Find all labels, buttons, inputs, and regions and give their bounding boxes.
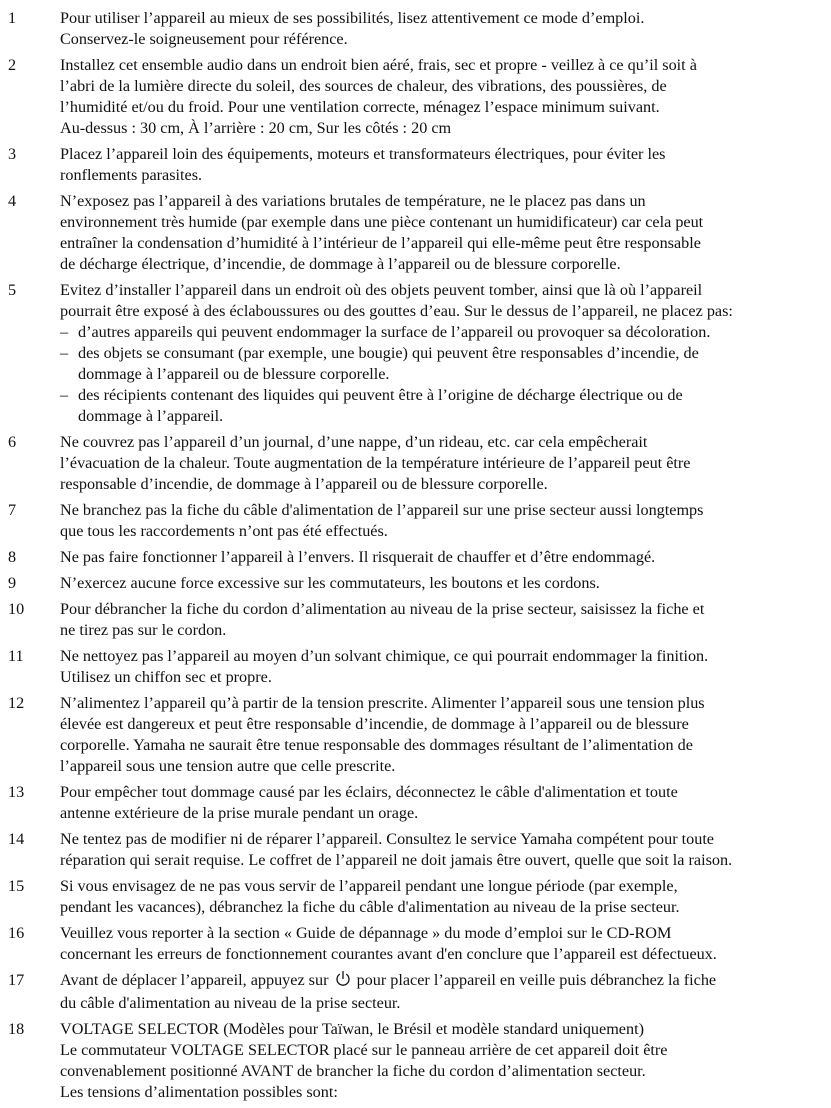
item-text-line: pourrait être exposé à des éclaboussures ou des gouttes d’eau. Sur le dessus de l’appareil, ne placez pas: bbox=[60, 302, 733, 320]
list-item-15 bbox=[8, 876, 823, 918]
item-text-line: VOLTAGE SELECTOR (Modèles pour Taïwan, le Brésil et modèle standard uniquement) bbox=[60, 1020, 644, 1038]
list-item-2 bbox=[8, 55, 823, 139]
item-text-line: entraîner la condensation d’humidité à l’intérieur de l’appareil qui elle-même peut être responsable bbox=[60, 234, 701, 252]
power-standby-icon bbox=[335, 970, 351, 993]
item-number: 15 bbox=[8, 877, 25, 895]
dash-mark: – bbox=[60, 323, 69, 341]
list-item-13 bbox=[8, 782, 823, 824]
item-text-line: réparation qui serait requise. Le coffret de l’appareil ne doit jamais être ouvert, quelle que soit la raison. bbox=[60, 851, 733, 869]
sub-item bbox=[60, 385, 823, 427]
item-text-line: Pour empêcher tout dommage causé par les éclairs, déconnectez le câble d'alimentation et toute bbox=[60, 783, 678, 801]
item-text-line: responsable d’incendie, de dommage à l’appareil ou de blessure corporelle. bbox=[60, 475, 548, 493]
list-item-14 bbox=[8, 829, 823, 871]
item-number: 1 bbox=[8, 9, 17, 27]
sub-item-text-line: d’autres appareils qui peuvent endommager la surface de l’appareil ou provoquer sa décoloration. bbox=[78, 323, 711, 341]
list-item-12 bbox=[8, 693, 823, 777]
item-text-line: Conservez-le soigneusement pour référence. bbox=[60, 30, 348, 48]
item-text-line: environnement très humide (par exemple dans une pièce contenant un humidificateur) car cela peut bbox=[60, 213, 704, 231]
item-text-line: Les tensions d’alimentation possibles sont: bbox=[60, 1083, 338, 1101]
item-number: 5 bbox=[8, 281, 17, 299]
item-text-line: ne tirez pas sur le cordon. bbox=[60, 621, 227, 639]
item-text-line bbox=[60, 970, 823, 993]
item-text-line: Si vous envisagez de ne pas vous servir de l’appareil pendant une longue période (par exemple, bbox=[60, 877, 678, 895]
item-number: 16 bbox=[8, 924, 25, 942]
item-text-line: N’exercez aucune force excessive sur les commutateurs, les boutons et les cordons. bbox=[60, 574, 600, 592]
item-text-line: que tous les raccordements n’ont pas été effectués. bbox=[60, 522, 388, 540]
item-text-line: Ne tentez pas de modifier ni de réparer l’appareil. Consultez le service Yamaha compétent pour toute bbox=[60, 830, 714, 848]
safety-instructions-list bbox=[8, 8, 823, 1103]
item-number: 3 bbox=[8, 145, 17, 163]
item-number: 8 bbox=[8, 548, 17, 566]
item-text-line: Utilisez un chiffon sec et propre. bbox=[60, 668, 272, 686]
list-item-3 bbox=[8, 144, 823, 186]
list-item-1 bbox=[8, 8, 823, 50]
item-text-line: corporelle. Yamaha ne saurait être tenue responsable des dommages résultant de l’alimentation de bbox=[60, 736, 693, 754]
item-text-line: l’évacuation de la chaleur. Toute augmentation de la température intérieure de l’appareil peut être bbox=[60, 454, 691, 472]
list-item-16 bbox=[8, 923, 823, 965]
item-number: 17 bbox=[8, 971, 25, 989]
list-item-18 bbox=[8, 1019, 823, 1103]
item-text-line: Au-dessus : 30 cm, À l’arrière : 20 cm, Sur les côtés : 20 cm bbox=[60, 119, 452, 137]
item-number: 12 bbox=[8, 694, 25, 712]
list-item-11 bbox=[8, 646, 823, 688]
dash-mark: – bbox=[60, 344, 69, 362]
item-text-line: Ne branchez pas la fiche du câble d'alimentation de l’appareil sur une prise secteur aussi longtemps bbox=[60, 501, 704, 519]
item-text-line: Pour utiliser l’appareil au mieux de ses possibilités, lisez attentivement ce mode d’emploi. bbox=[60, 9, 645, 27]
item-text-line: pendant les vacances), débranchez la fiche du câble d'alimentation au niveau de la prise secteur. bbox=[60, 898, 680, 916]
item-text-line: Pour débrancher la fiche du cordon d’alimentation au niveau de la prise secteur, saisissez la fiche et bbox=[60, 600, 705, 618]
item-text-line: l’humidité et/ou du froid. Pour une ventilation correcte, ménagez l’espace minimum suivant. bbox=[60, 98, 660, 116]
item-number: 4 bbox=[8, 192, 17, 210]
item-number: 9 bbox=[8, 574, 17, 592]
item-number: 2 bbox=[8, 56, 17, 74]
item-number: 13 bbox=[8, 783, 25, 801]
item-number: 18 bbox=[8, 1020, 25, 1038]
sub-item-text-line: dommage à l’appareil ou de blessure corporelle. bbox=[78, 365, 390, 383]
item-text-line: Ne pas faire fonctionner l’appareil à l’envers. Il risquerait de chauffer et d’être endommagé. bbox=[60, 548, 656, 566]
sub-item-text-line: des récipients contenant des liquides qui peuvent être à l’origine de décharge électrique ou de bbox=[78, 386, 683, 404]
item-text-line: Evitez d’installer l’appareil dans un endroit où des objets peuvent tomber, ainsi que là où l’appareil bbox=[60, 281, 703, 299]
list-item-7 bbox=[8, 500, 823, 542]
list-item-8 bbox=[8, 547, 823, 568]
item-text-after-icon: pour placer l’appareil en veille puis débranchez la fiche bbox=[356, 971, 717, 989]
dash-mark: – bbox=[60, 386, 69, 404]
sub-item-text-line: dommage à l’appareil. bbox=[78, 407, 224, 425]
item-text-line: l’abri de la lumière directe du soleil, des sources de chaleur, des vibrations, des poussières, de bbox=[60, 77, 667, 95]
sub-item-text-line: des objets se consumant (par exemple, une bougie) qui peuvent être responsables d’incendie, de bbox=[78, 344, 699, 362]
list-item-10 bbox=[8, 599, 823, 641]
list-item-17 bbox=[8, 970, 823, 1014]
list-item-5 bbox=[8, 280, 823, 427]
sub-item bbox=[60, 343, 823, 385]
item-text-line: Installez cet ensemble audio dans un endroit bien aéré, frais, sec et propre - veillez à ce qu’il soit à bbox=[60, 56, 697, 74]
item-number: 10 bbox=[8, 600, 25, 618]
item-text-line: convenablement positionné AVANT de brancher la fiche du cordon d’alimentation secteur. bbox=[60, 1062, 646, 1080]
item-text-line: l’appareil sous une tension autre que celle prescrite. bbox=[60, 757, 396, 775]
item-text-line: Le commutateur VOLTAGE SELECTOR placé sur le panneau arrière de cet appareil doit être bbox=[60, 1041, 668, 1059]
item-text-line: Ne couvrez pas l’appareil d’un journal, d’une nappe, d’un rideau, etc. car cela empêcherait bbox=[60, 433, 648, 451]
item-text-line: N’alimentez l’appareil qu’à partir de la tension prescrite. Alimenter l’appareil sous une tension plus bbox=[60, 694, 705, 712]
item-text-line: concernant les erreurs de fonctionnement courantes avant d'en conclure que l’appareil est défectueux. bbox=[60, 945, 717, 963]
item-text-line: ronflements parasites. bbox=[60, 166, 203, 184]
item-text-line: de décharge électrique, d’incendie, de dommage à l’appareil ou de blessure corporelle. bbox=[60, 255, 621, 273]
item-text-before-icon: Avant de déplacer l’appareil, appuyez sur bbox=[60, 971, 329, 989]
item-number: 7 bbox=[8, 501, 17, 519]
safety-instructions-document bbox=[8, 8, 823, 1108]
item-number: 11 bbox=[8, 647, 24, 665]
item-text-line: Veuillez vous reporter à la section « Guide de dépannage » du mode d’emploi sur le CD-ROM bbox=[60, 924, 672, 942]
list-item-6 bbox=[8, 432, 823, 495]
item-text-line: du câble d'alimentation au niveau de la prise secteur. bbox=[60, 994, 401, 1012]
item-text-line: élevée est dangereux et peut être responsable d’incendie, de dommage à l’appareil ou de blessure bbox=[60, 715, 689, 733]
item-text-line: Ne nettoyez pas l’appareil au moyen d’un solvant chimique, ce qui pourrait endommager la finition. bbox=[60, 647, 709, 665]
item-text-line: Placez l’appareil loin des équipements, moteurs et transformateurs électriques, pour éviter les bbox=[60, 145, 666, 163]
item-number: 6 bbox=[8, 433, 17, 451]
list-item-9 bbox=[8, 573, 823, 594]
item-text-line: N’exposez pas l’appareil à des variations brutales de température, ne le placez pas dans un bbox=[60, 192, 646, 210]
list-item-4 bbox=[8, 191, 823, 275]
sub-item bbox=[60, 322, 823, 343]
item-text-line: antenne extérieure de la prise murale pendant un orage. bbox=[60, 804, 419, 822]
item-number: 14 bbox=[8, 830, 25, 848]
